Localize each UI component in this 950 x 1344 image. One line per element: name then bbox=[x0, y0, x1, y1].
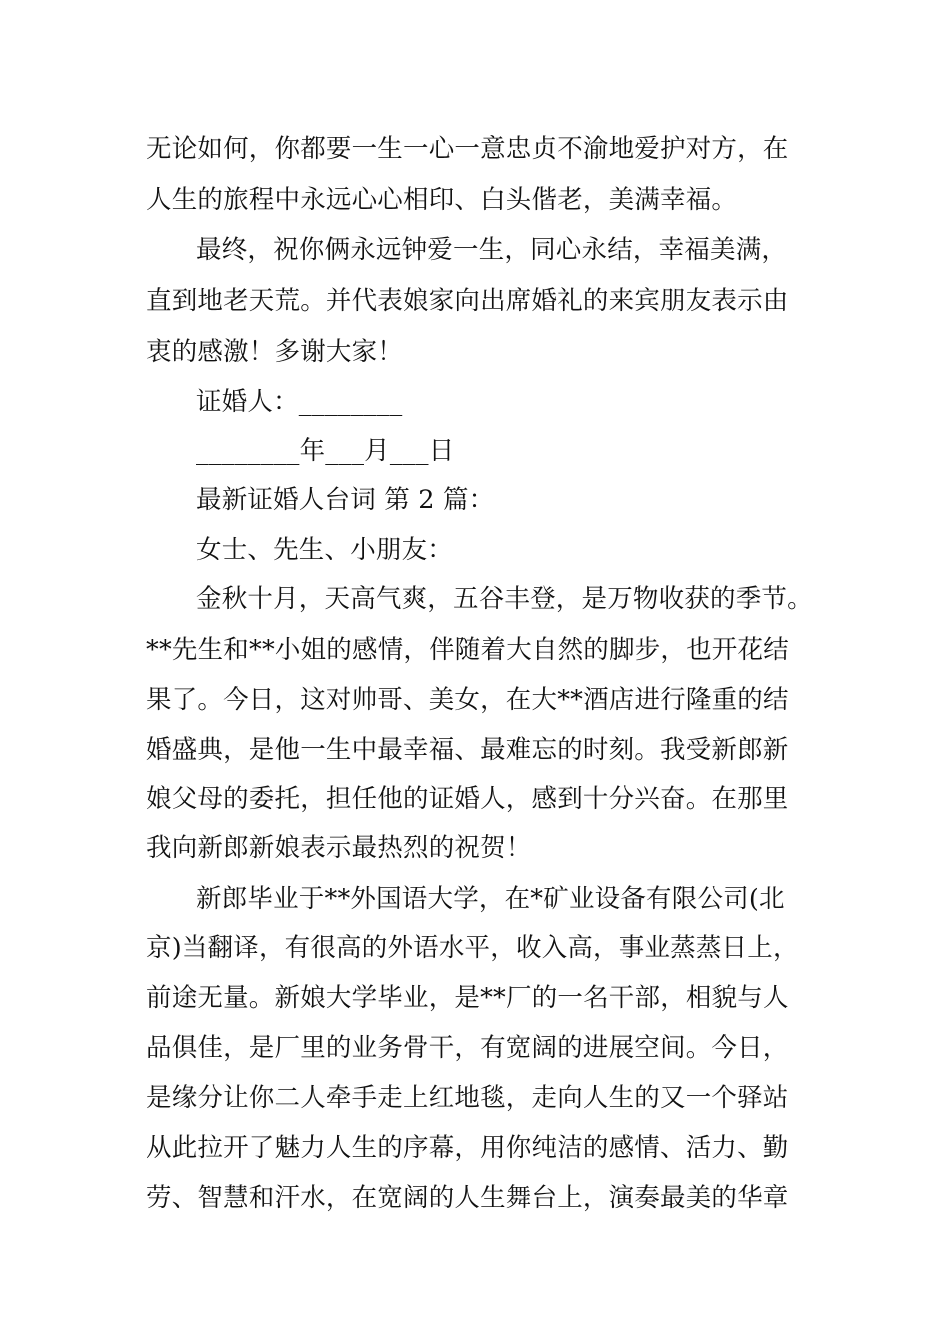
salutation: 女士、先生、小朋友： bbox=[196, 535, 454, 565]
text-line: 品俱佳，是厂里的业务骨干，有宽阔的进展空间。今日， bbox=[146, 1033, 789, 1063]
text-line: 娘父母的委托，担任他的证婚人，感到十分兴奋。在那里 bbox=[146, 784, 789, 814]
text-line: 劳、智慧和汗水，在宽阔的人生舞台上，演奏最美的华章 bbox=[146, 1183, 789, 1213]
date-line: ________年___月___日 bbox=[196, 436, 455, 466]
text-line: 果了。今日，这对帅哥、美女，在大**酒店进行隆重的结 bbox=[146, 685, 789, 715]
witness-signature-line: 证婚人：________ bbox=[196, 387, 403, 417]
text-line: 从此拉开了魅力人生的序幕，用你纯洁的感情、活力、勤 bbox=[146, 1133, 789, 1163]
text-line: 人生的旅程中永远心心相印、白头偕老，美满幸福。 bbox=[146, 185, 738, 215]
section-heading: 最新证婚人台词 第 2 篇： bbox=[196, 485, 495, 515]
text-line: 婚盛典，是他一生中最幸福、最难忘的时刻。我受新郎新 bbox=[146, 735, 789, 765]
text-line: 我向新郎新娘表示最热烈的祝贺！ bbox=[146, 833, 532, 863]
text-line: **先生和**小姐的感情，伴随着大自然的脚步，也开花结 bbox=[146, 635, 789, 665]
text-line: 最终，祝你俩永远钟爱一生，同心永结，幸福美满， bbox=[196, 235, 788, 265]
text-line: 直到地老天荒。并代表娘家向出席婚礼的来宾朋友表示由 bbox=[146, 286, 789, 316]
text-line: 新郎毕业于**外国语大学，在*矿业设备有限公司(北 bbox=[196, 884, 785, 914]
text-line: 衷的感激！多谢大家！ bbox=[146, 337, 404, 367]
text-line: 是缘分让你二人牵手走上红地毯，走向人生的又一个驿站 bbox=[146, 1083, 789, 1113]
text-line: 金秋十月，天高气爽，五谷丰登，是万物收获的季节。 bbox=[196, 584, 813, 614]
text-line: 前途无量。新娘大学毕业，是**厂的一名干部，相貌与人 bbox=[146, 983, 789, 1013]
text-line: 京)当翻译，有很高的外语水平，收入高，事业蒸蒸日上， bbox=[146, 933, 799, 963]
text-line: 无论如何，你都要一生一心一意忠贞不渝地爱护对方，在 bbox=[146, 134, 789, 164]
